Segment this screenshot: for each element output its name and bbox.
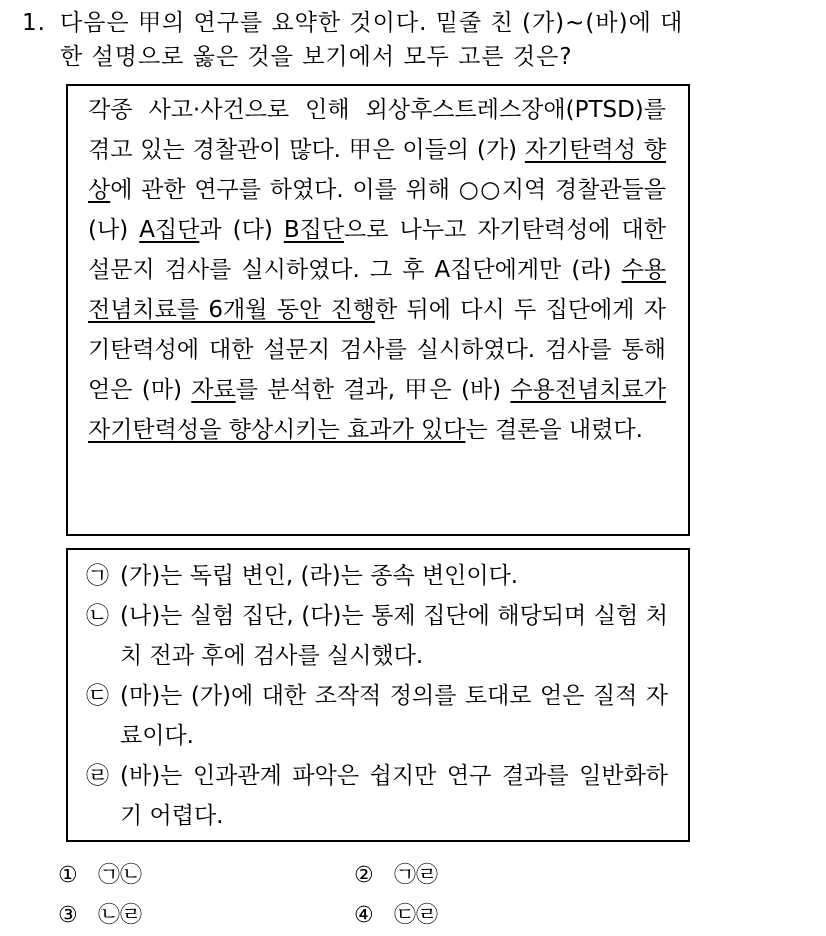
underline-ra: 수용전념치료를 6개월 동안 진행 bbox=[88, 257, 666, 323]
answer-value: ㉠㉡ bbox=[98, 863, 143, 888]
passage-segment: 으로 나누고 자기탄력성에 대한 설문지 검사를 실시하였다. 그 후 A집단에게만 (라) bbox=[88, 217, 666, 283]
answer-choice-2[interactable] bbox=[354, 856, 438, 896]
underline-ba: 수용전념치료가 자기탄력성을 향상시키는 효과가 있다 bbox=[88, 377, 666, 443]
question-number: 1. bbox=[22, 10, 46, 36]
option-item bbox=[86, 556, 668, 596]
option-item bbox=[86, 596, 668, 676]
option-text: (바)는 인과관계 파악은 쉽지만 연구 결과를 일반화하기 어렵다. bbox=[120, 763, 668, 829]
passage-segment: 한 뒤에 다시 두 집단에게 자기탄력성에 대한 설문지 검사를 실시하였다. 검사를 통해 얻은 (마) bbox=[88, 297, 666, 403]
answer-value: ㉠㉣ bbox=[394, 863, 439, 888]
passage-text bbox=[88, 90, 666, 450]
options-box bbox=[66, 548, 690, 842]
passage-segment: 는 결론을 내렸다. bbox=[465, 417, 643, 443]
answer-number: ② bbox=[354, 863, 374, 888]
underline-da: B집단 bbox=[283, 217, 345, 243]
question-line-2: 한 설명으로 옳은 것을 보기에서 모두 고른 것은? bbox=[60, 44, 573, 70]
passage-segment: 를 분석한 결과, 甲은 (바) bbox=[235, 377, 511, 403]
passage-segment: 에 관한 연구를 하였다. 이를 위해 ○○지역 경찰관들을 (나) bbox=[88, 177, 666, 243]
answer-number: ① bbox=[58, 863, 78, 888]
answer-value: ㉡㉣ bbox=[98, 903, 143, 928]
answer-number: ④ bbox=[354, 903, 374, 928]
answer-choice-3[interactable] bbox=[58, 896, 142, 936]
option-text: (나)는 실험 집단, (다)는 통제 집단에 해당되며 실험 처치 전과 후에 검사를 실시했다. bbox=[120, 603, 668, 669]
answer-value: ㉢㉣ bbox=[394, 903, 439, 928]
option-item bbox=[86, 756, 668, 836]
passage-segment: 각종 사고·사건으로 인해 외상후스트레스장애(PTSD)를 겪고 있는 경찰관이 많다. 甲은 이들의 (가) bbox=[88, 97, 666, 163]
underline-na: A집단 bbox=[139, 217, 200, 243]
underline-ga: 자기탄력성 향상 bbox=[88, 137, 666, 203]
option-item bbox=[86, 676, 668, 756]
passage-segment: 과 (다) bbox=[199, 217, 284, 243]
question-line-1: 다음은 甲의 연구를 요약한 것이다. 밑줄 친 (가)~(바)에 대 bbox=[60, 10, 684, 36]
passage-box bbox=[66, 84, 690, 536]
option-text: (마)는 (가)에 대한 조작적 정의를 토대로 얻은 질적 자료이다. bbox=[120, 683, 668, 749]
underline-ma: 자료 bbox=[191, 377, 236, 403]
answer-choice-1[interactable] bbox=[58, 856, 142, 896]
option-text: (가)는 독립 변인, (라)는 종속 변인이다. bbox=[120, 563, 519, 589]
option-marker: ㉢ bbox=[86, 683, 109, 709]
option-marker: ㉣ bbox=[86, 763, 109, 789]
option-marker: ㉡ bbox=[86, 603, 109, 629]
answer-choice-4[interactable] bbox=[354, 896, 438, 936]
option-marker: ㉠ bbox=[86, 563, 109, 589]
answer-number: ③ bbox=[58, 903, 78, 928]
question-stem bbox=[22, 6, 812, 74]
